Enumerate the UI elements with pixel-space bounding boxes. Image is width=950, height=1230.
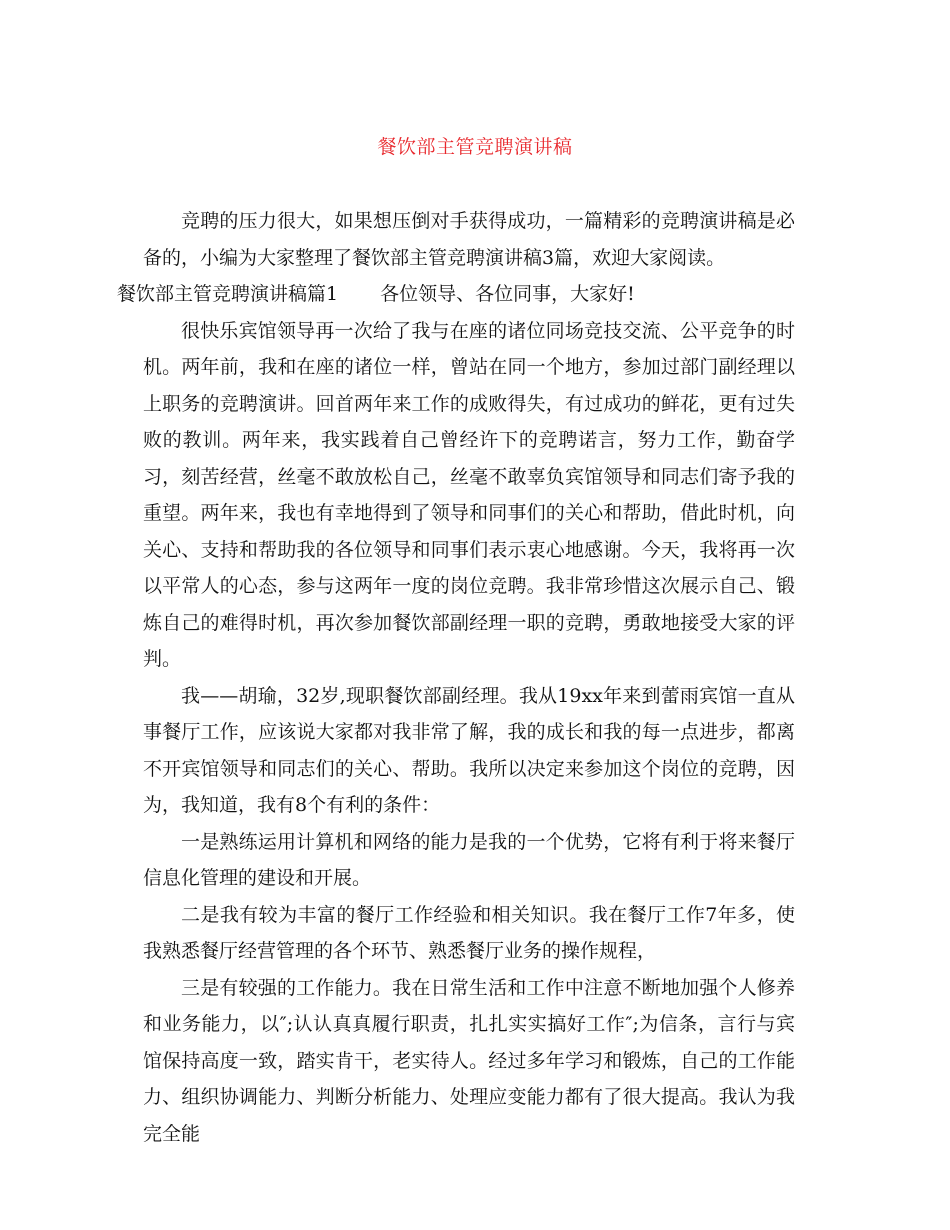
body-paragraph: 一是熟练运用计算机和网络的能力是我的一个优势，它将有利于将来餐厅信息化管理的建设和开展。 — [143, 830, 795, 889]
intro-paragraph: 竞聘的压力很大，如果想压倒对手获得成功，一篇精彩的竞聘演讲稿是必备的，小编为大家整理了餐饮部主管竞聘演讲稿3篇，欢迎大家阅读。 — [143, 210, 795, 269]
document-title: 餐饮部主管竞聘演讲稿 — [377, 136, 573, 158]
body-paragraph: 很快乐宾馆领导再一次给了我与在座的诸位同场竞技交流、公平竞争的时机。两年前，我和在座的诸位一样，曾站在同一个地方，参加过部门副经理以上职务的竞聘演讲。回首两年来工作的成败得失，有过成功的鲜花，更有过失败的教训。两年来，我实践着自己曾经许下的竞聘诺言，努力工作，勤奋学习，刻苦经营，丝毫不敢放松自己，丝毫不敢辜负宾馆领导和同志们寄予我的重望。两年来，我也有幸地得到了领导和同事们的关心和帮助，借此时机，向关心、支持和帮助我的各位领导和同事们表示衷心地感谢。今天，我将再一次以平常人的心态，参与这两年一度的岗位竞聘。我非常珍惜这次展示自己、锻炼自己的难得时机，再次参加餐饮部副经理一职的竞聘，勇敢地接受大家的评判。 — [143, 319, 795, 670]
body-paragraph: 二是我有较为丰富的餐厅工作经验和相关知识。我在餐厅工作7年多，使我熟悉餐厅经营管理的各个环节、熟悉餐厅业务的操作规程， — [143, 903, 795, 962]
section-heading-line — [117, 276, 795, 313]
greeting: 各位领导、各位同事，大家好! — [380, 283, 635, 305]
section-heading: 餐饮部主管竞聘演讲稿篇1 — [117, 283, 339, 305]
body-paragraph: 我——胡瑜，32岁,现职餐饮部副经理。我从19xx年来到蕾雨宾馆一直从事餐厅工作，应该说大家都对我非常了解，我的成长和我的每一点进步，都离不开宾馆领导和同志们的关心、帮助。我所以决定来参加这个岗位的竞聘，因为，我知道，我有8个有利的条件： — [143, 684, 795, 816]
body-paragraph: 三是有较强的工作能力。我在日常生活和工作中注意不断地加强个人修养和业务能力，以″;认认真真履行职责，扎扎实实搞好工作″;为信条，言行与宾馆保持高度一致，踏实肯干，老实待人。经过多年学习和锻炼，自己的工作能力、组织协调能力、判断分析能力、处理应变能力都有了很大提高。我认为我完全能 — [143, 976, 795, 1145]
document-body — [117, 203, 795, 1152]
